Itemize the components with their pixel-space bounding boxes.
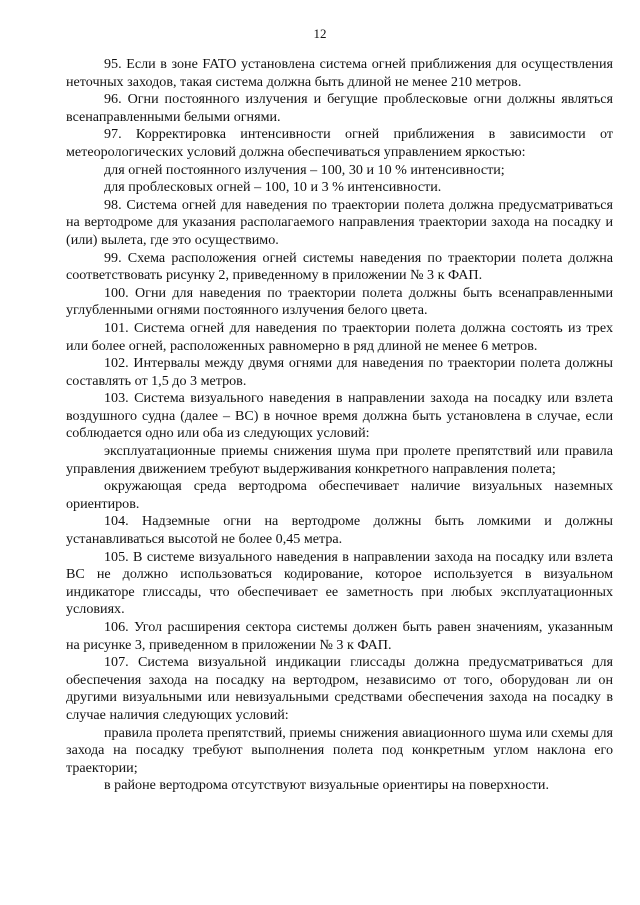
paragraph-105: 105. В системе визуального наведения в направлении захода на посадку или взлета ВС не должно использоваться кодирование, которое используется в визуальном индикаторе глиссады, что обеспечивает ее заметность при любых эксплуатационных условиях. [66,548,613,618]
paragraph-101: 101. Система огней для наведения по траектории полета должна состоять из трех или более огней, расположенных равномерно в ряд длиной не менее 6 метров. [66,319,613,354]
document-body [66,56,613,795]
paragraph-95: 95. Если в зоне FATO установлена система огней приближения для осуществления неточных заходов, такая система должна быть длиной не менее 210 метров. [66,56,613,90]
paragraph-97-item-steady: для огней постоянного излучения – 100, 30 и 10 % интенсивности; [104,161,505,178]
paragraph-103: 103. Система визуального наведения в направлении захода на посадку или взлета воздушного судна (далее – ВС) в ночное время должна быть установлена в случае, если соблюдается одно или оба из следующих условий: [66,390,613,442]
paragraph-97-item-flashing: для проблесковых огней – 100, 10 и 3 % интенсивности. [104,179,442,196]
paragraph-99: 99. Схема расположения огней системы наведения по траектории полета должна соответствовать рисунку 2, приведенному в приложении № 3 к ФАП. [66,249,613,284]
paragraph-107-condition-landmarks: в районе вертодрома отсутствуют визуальные ориентиры на поверхности. [104,777,549,794]
paragraph-107-condition-obstacles: правила пролета препятствий, приемы снижения авиационного шума или схемы для захода на посадку требуют выполнения полета под конкретным углом наклона его траектории; [66,724,613,776]
paragraph-106: 106. Угол расширения сектора системы должен быть равен значениям, указанным на рисунке 3, приведенном в приложении № 3 к ФАП. [66,619,613,653]
paragraph-107: 107. Система визуальной индикации глиссады должна предусматриваться для обеспечения захода на посадку на вертодром, независимо от того, оборудован ли он другими визуальными или невизуальными средствами обеспечения захода на посадку в случае наличия следующих условий: [66,654,613,723]
paragraph-97: 97. Корректировка интенсивности огней приближения в зависимости от метеорологических условий должна обеспечиваться управлением яркостью: [66,126,613,160]
paragraph-103-condition-environment: окружающая среда вертодрома обеспечивает наличие визуальных наземных ориентиров. [66,478,613,512]
page-number: 12 [313,26,327,41]
paragraph-98: 98. Система огней для наведения по траектории полета должна предусматриваться на вертодроме для указания располагаемого направления траектории захода на посадку и (или) вылета, где это осуществимо. [66,196,613,248]
paragraph-100: 100. Огни для наведения по траектории полета должны быть всенаправленными углубленными огнями постоянного излучения белого цвета. [66,284,613,319]
paragraph-96: 96. Огни постоянного излучения и бегущие проблесковые огни должны являться всенаправленными белыми огнями. [66,91,613,125]
paragraph-104: 104. Надземные огни на вертодроме должны быть ломкими и должны устанавливаться высотой не более 0,45 метра. [66,513,613,548]
paragraph-103-condition-noise: эксплуатационные приемы снижения шума при пролете препятствий или правила управления движением требуют выдерживания конкретного направления полета; [66,443,613,477]
paragraph-102: 102. Интервалы между двумя огнями для наведения по траектории полета должны составлять от 1,5 до 3 метров. [66,355,613,389]
